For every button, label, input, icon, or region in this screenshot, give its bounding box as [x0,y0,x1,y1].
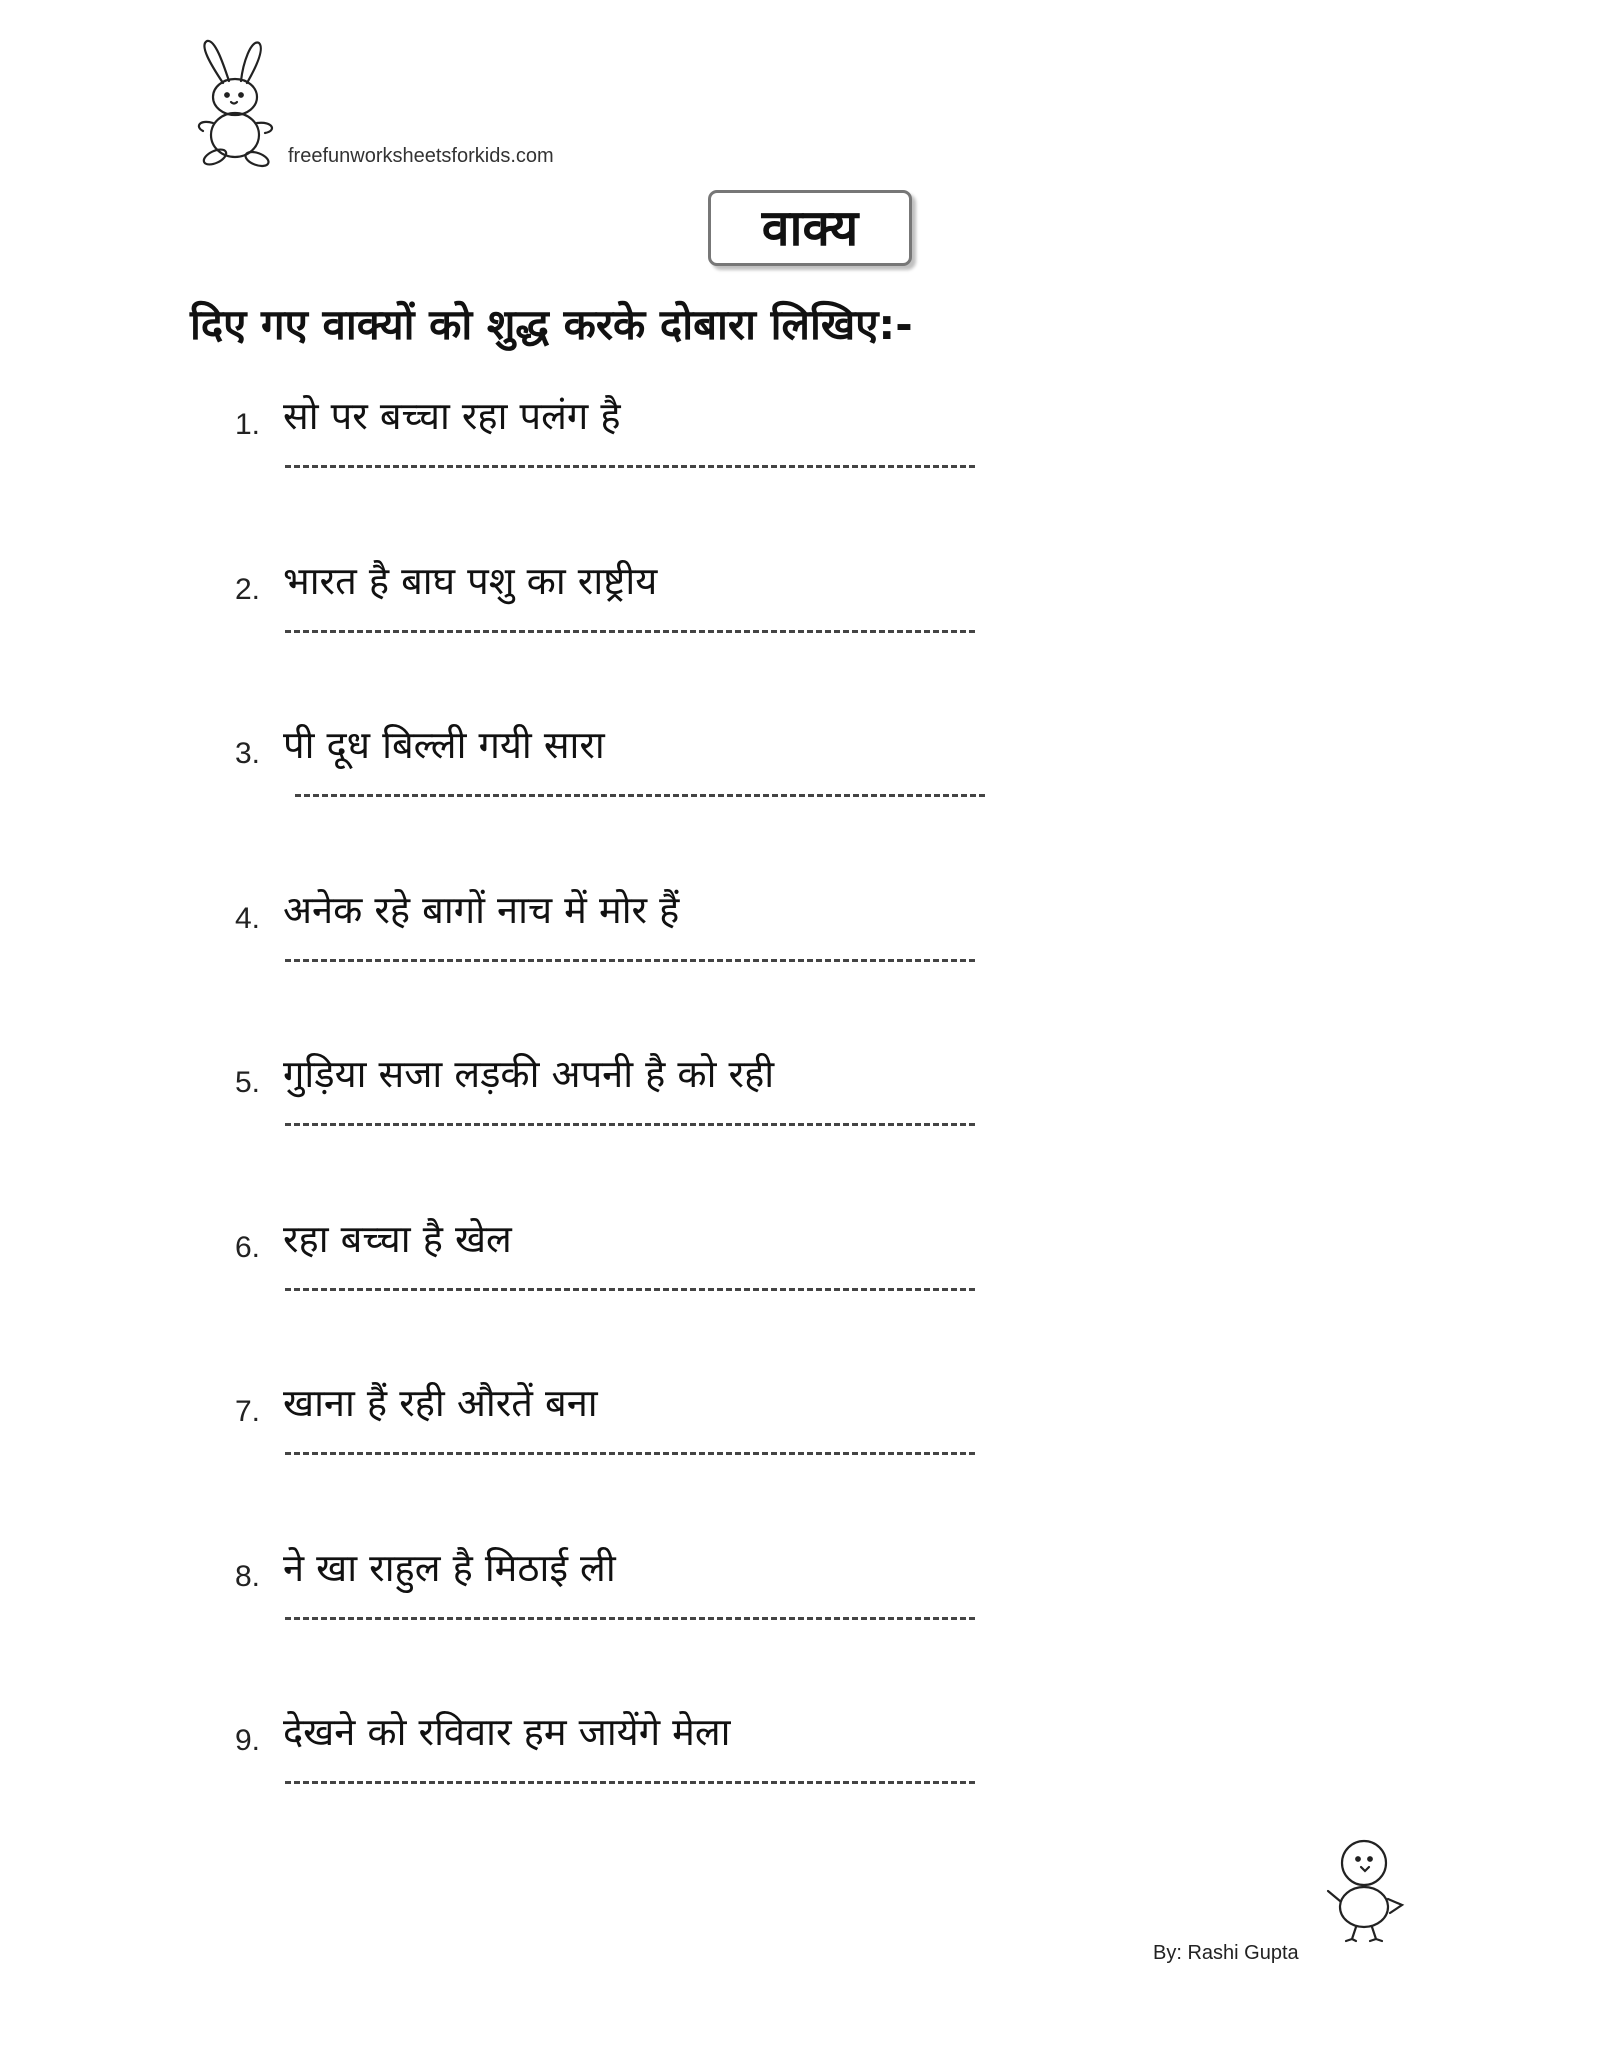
title-box [708,190,912,266]
question-text: पी दूध बिल्ली गयी सारा [283,723,605,767]
question-number: 9. [235,1724,261,1757]
site-url: freefunworksheetsforkids.com [288,145,554,167]
question-number: 4. [235,901,261,935]
answer-line[interactable] [285,465,975,468]
bunny-logo-icon [185,35,295,170]
question-list [235,390,1035,1871]
question-item [235,1213,1035,1378]
answer-line[interactable] [285,1288,975,1291]
question-item [235,719,1035,884]
question-text: खाना हैं रही औरतें बना [283,1381,598,1425]
answer-line[interactable] [285,959,975,962]
question-item [235,555,1035,720]
answer-line[interactable] [285,630,975,633]
answer-line[interactable] [285,1452,975,1455]
answer-line[interactable] [285,1781,975,1784]
question-item [235,1377,1035,1542]
answer-line[interactable] [285,1123,975,1126]
question-text: अनेक रहे बागों नाच में मोर हैं [283,887,680,932]
question-text: सो पर बच्चा रहा पलंग है [283,394,621,438]
answer-line[interactable] [295,794,985,797]
question-text: गुड़िया सजा लड़की अपनी है को रही [283,1052,775,1096]
page-title: वाक्य [761,199,859,257]
answer-line[interactable] [285,1617,975,1620]
instruction-heading: दिए गए वाक्यों को शुद्ध करके दोबारा लिखिए:- [190,300,913,349]
question-number: 1. [235,408,261,441]
question-number: 5. [235,1066,261,1099]
question-number: 2. [235,572,261,606]
question-number: 6. [235,1230,261,1264]
question-number: 8. [235,1559,261,1593]
question-number: 7. [235,1395,261,1428]
question-text: रहा बच्चा है खेल [283,1216,512,1261]
question-item [235,884,1035,1049]
question-item [235,1706,1035,1871]
question-item [235,390,1035,555]
question-item [235,1542,1035,1707]
question-item [235,1048,1035,1213]
chick-icon [1318,1835,1408,1945]
question-text: देखने को रविवार हम जायेंगे मेला [283,1710,731,1754]
question-text: ने खा राहुल है मिठाई ली [283,1545,616,1590]
question-text: भारत है बाघ पशु का राष्ट्रीय [283,558,658,603]
question-number: 3. [235,737,261,770]
author-credit: By: Rashi Gupta [1153,1942,1299,1964]
